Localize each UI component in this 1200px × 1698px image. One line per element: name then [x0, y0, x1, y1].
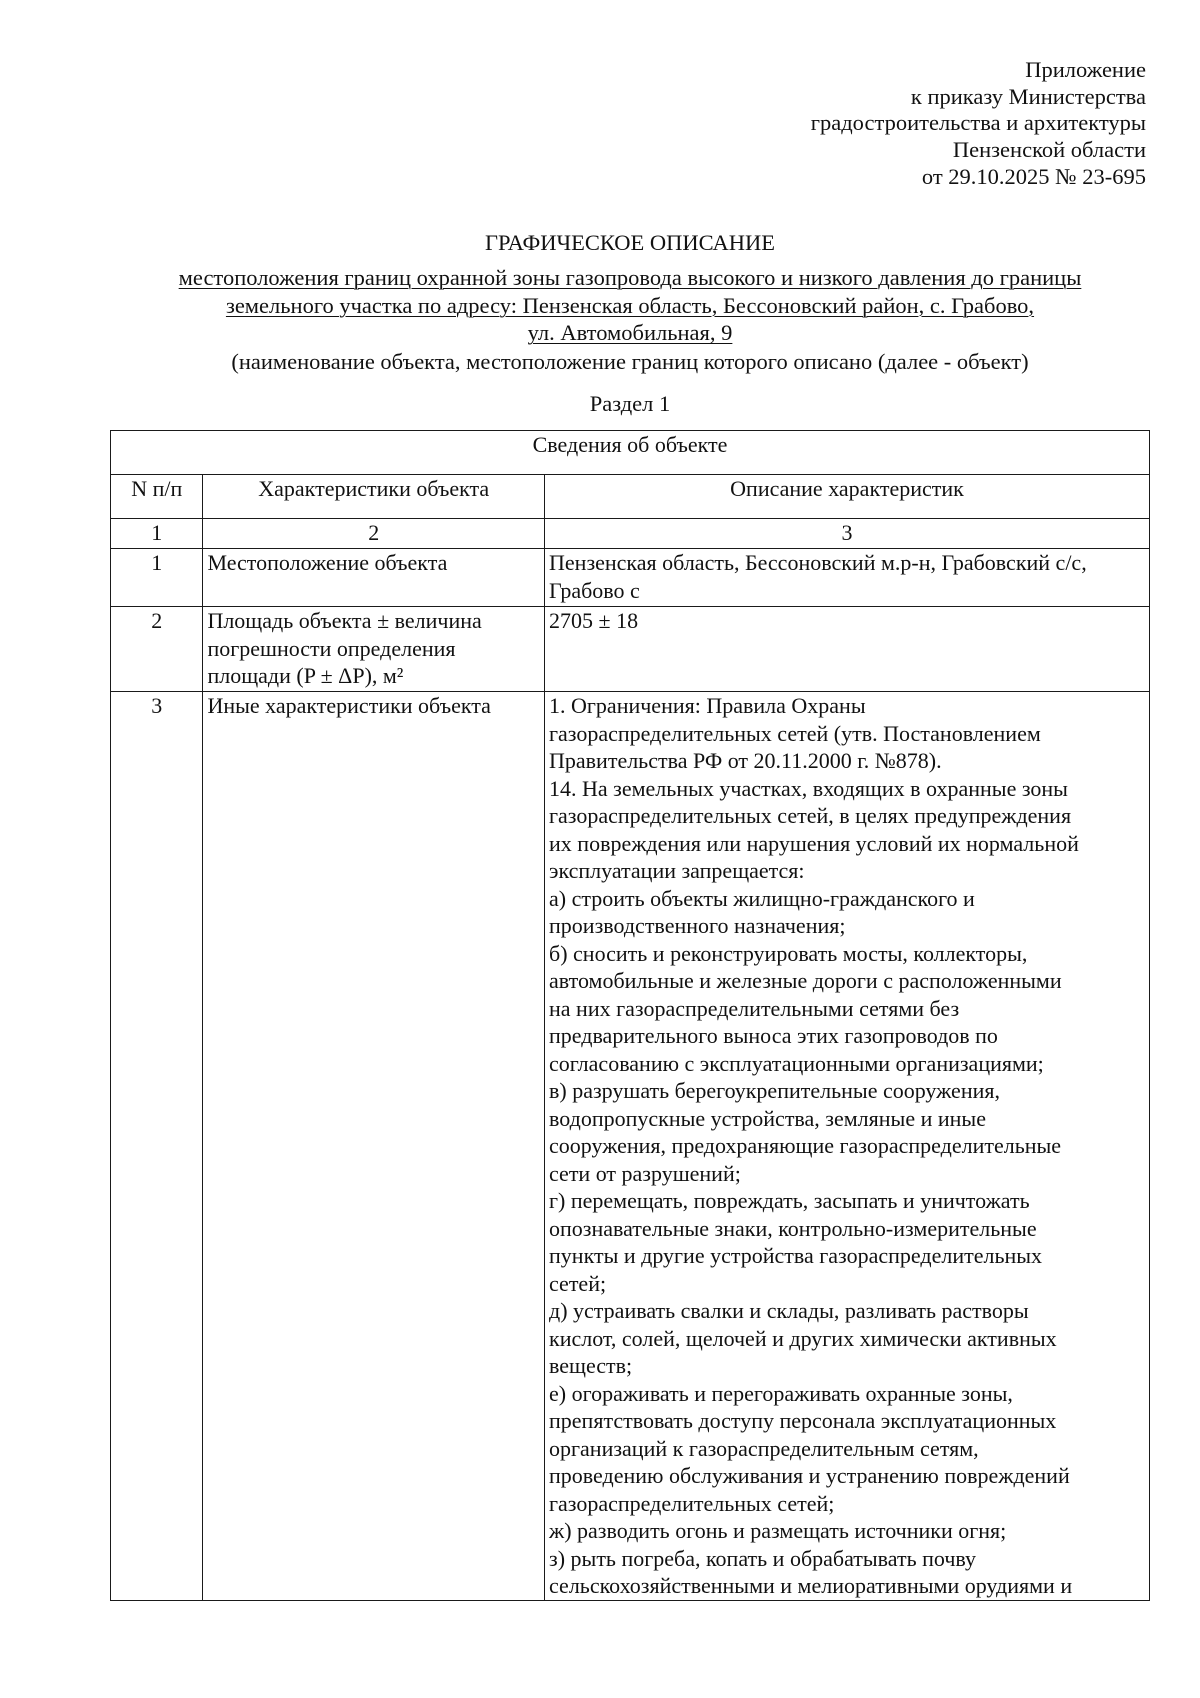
text-line: в) разрушать берегоукрепительные сооружения, [549, 1078, 1000, 1103]
object-info-table [110, 430, 1150, 1601]
text-line: е) огораживать и перегораживать охранные зоны, [549, 1380, 1013, 1406]
text-line: 2705 ± 18 [549, 608, 639, 633]
text-line: препятствовать доступу персонала эксплуатационных [549, 1408, 1057, 1433]
text-line: Местоположение объекта [207, 550, 448, 575]
text-line: сетей; [549, 1270, 607, 1296]
text-line: 14. На земельных участках, входящих в охранные зоны [549, 775, 1068, 801]
text-line: водопропускные устройства, земляные и иные [549, 1105, 986, 1131]
appendix-line: градостроительства и архитектуры [810, 110, 1146, 136]
document-title: ГРАФИЧЕСКОЕ ОПИСАНИЕ [484, 230, 776, 255]
text-line: з) рыть погреба, копать и обрабатывать почву [549, 1545, 977, 1571]
row-description [545, 549, 1150, 607]
text-line: опознавательные знаки, контрольно-измерительные [549, 1215, 1037, 1241]
text-line: Пензенская область, Бессоновский м.р-н, Грабовский с/с, [549, 550, 1087, 575]
text-line: б) сносить и реконструировать мосты, коллекторы, [549, 940, 1028, 966]
appendix-line: к приказу Министерства [910, 83, 1146, 109]
text-line: Правительства РФ от 20.11.2000 г. №878). [549, 748, 942, 773]
row-number: 3 [111, 692, 203, 1601]
text-line: Площадь объекта ± величина [207, 608, 482, 633]
table-row [111, 692, 1150, 1601]
text-line: эксплуатации запрещается: [549, 858, 805, 883]
text-line: ж) разводить огонь и размещать источники огня; [549, 1518, 1007, 1543]
column-number: 1 [111, 519, 203, 549]
text-line: 1. Ограничения: Правила Охраны [549, 693, 866, 718]
text-line: кислот, солей, щелочей и других химически активных [549, 1325, 1057, 1351]
row-number: 1 [111, 549, 203, 607]
subject-line: местоположения границ охранной зоны газопровода высокого и низкого давления до границы [178, 265, 1082, 290]
appendix-line: Пензенской области [952, 137, 1146, 163]
header-description: Описание характеристик [545, 475, 1150, 519]
table-row [111, 549, 1150, 607]
header-characteristic: Характеристики объекта [203, 475, 545, 519]
text-line: газораспределительных сетей; [549, 1490, 835, 1516]
row-characteristic [203, 692, 545, 1601]
subject-line: ул. Автомобильная, 9 [527, 320, 733, 346]
text-line: Грабово с [549, 577, 640, 603]
text-line: веществ; [549, 1353, 633, 1378]
appendix-date-line: от 29.10.2025 № 23-695 [921, 163, 1146, 189]
text-line: производственного назначения; [549, 913, 846, 938]
appendix-block [811, 57, 1146, 191]
header-number: N п/п [111, 475, 203, 519]
text-line: г) перемещать, повреждать, засыпать и уничтожать [549, 1188, 1030, 1213]
row-description [545, 692, 1150, 1601]
section-title: Раздел 1 [589, 391, 671, 416]
subject-line: земельного участка по адресу: Пензенская область, Бессоновский район, с. Грабово, [225, 292, 1035, 318]
text-line: сооружения, предохраняющие газораспределительные [549, 1133, 1062, 1158]
text-line: согласованию с эксплуатационными организациями; [549, 1050, 1044, 1076]
row-characteristic [203, 607, 545, 692]
text-line: их повреждения или нарушения условий их нормальной [549, 830, 1079, 856]
row-description [545, 607, 1150, 692]
row-number: 2 [111, 607, 203, 692]
row-characteristic [203, 549, 545, 607]
text-line: газораспределительных сетей (утв. Постановлением [549, 720, 1041, 746]
text-line: сети от разрушений; [549, 1160, 741, 1186]
table-heading: Сведения об объекте [111, 431, 1150, 475]
object-subject [0, 264, 1200, 347]
table-row [111, 607, 1150, 692]
text-line: на них газораспределительными сетями без [549, 995, 960, 1021]
text-line: д) устраивать свалки и склады, разливать растворы [549, 1298, 1029, 1323]
text-line: площади (P ± ΔP), м² [207, 663, 404, 688]
subject-caption: (наименование объекта, местоположение границ которого описано (далее - объект) [231, 349, 1029, 374]
column-number: 2 [203, 519, 545, 549]
text-line: пункты и другие устройства газораспределительных [549, 1243, 1043, 1268]
appendix-line: Приложение [1025, 57, 1146, 82]
text-line: организаций к газораспределительным сетям, [549, 1435, 979, 1461]
text-line: а) строить объекты жилищно-гражданского и [549, 885, 975, 911]
text-line: Иные характеристики объекта [207, 693, 491, 718]
text-line: автомобильные и железные дороги с расположенными [549, 968, 1062, 993]
text-line: предварительного выноса этих газопроводов по [549, 1023, 998, 1048]
text-line: газораспределительных сетей, в целях предупреждения [549, 803, 1072, 828]
text-line: проведению обслуживания и устранению повреждений [549, 1463, 1070, 1488]
text-line: сельскохозяйственными и мелиоративными орудиями и [549, 1573, 1073, 1598]
text-line: погрешности определения [207, 635, 456, 661]
column-number: 3 [545, 519, 1150, 549]
